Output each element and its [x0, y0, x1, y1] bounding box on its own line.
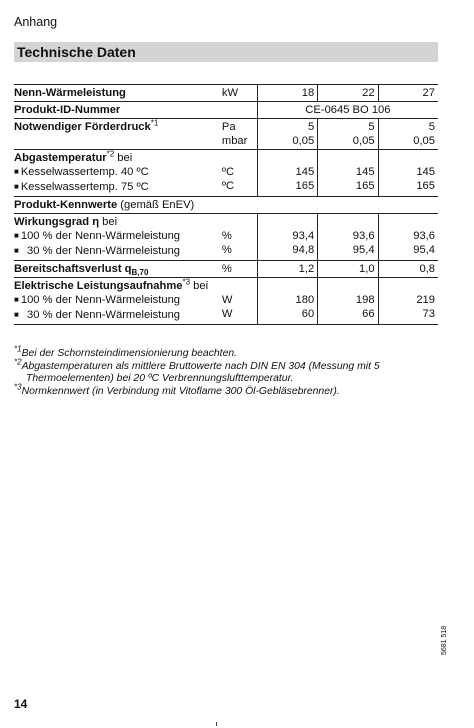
- table-row: [14, 85, 438, 102]
- row-label: [14, 261, 218, 278]
- bullet-icon: ■: [14, 295, 19, 304]
- value-cell: 1,2: [257, 261, 317, 278]
- footnote: [14, 382, 438, 399]
- footnotes: [14, 344, 438, 398]
- value: 165: [416, 180, 435, 192]
- value-cell: 27: [378, 85, 438, 102]
- bullet-icon: ■: [14, 310, 19, 319]
- value-pa: 5: [428, 121, 435, 133]
- label-text: Elektrische Leistungsaufnahme: [14, 280, 183, 292]
- table-row: [14, 214, 438, 261]
- sub-label: 100 % der Nenn-Wärmeleistung: [20, 294, 181, 306]
- specs-table: [14, 84, 438, 325]
- value: 219: [416, 294, 435, 306]
- value: 60: [301, 308, 315, 320]
- value-cell: [378, 150, 438, 197]
- value-cell: [318, 214, 378, 261]
- value: 165: [355, 180, 375, 192]
- bullet-icon: ■: [14, 182, 19, 191]
- value-cell: 0,8: [378, 261, 438, 278]
- footnote-mark: *2: [106, 149, 115, 159]
- unit: ºC: [221, 180, 235, 192]
- label-suffix: bei: [114, 152, 133, 164]
- unit-cell: kW: [218, 85, 257, 102]
- row-label: [14, 278, 218, 325]
- value-mbar: 0,05: [413, 135, 435, 147]
- unit: ºC: [221, 166, 235, 178]
- value-cell: 1,0: [318, 261, 378, 278]
- footnote-mark: *1: [150, 118, 159, 128]
- value: 145: [355, 166, 375, 178]
- value-cell: [257, 214, 317, 261]
- unit-cell: [218, 102, 257, 119]
- value: 94,8: [292, 244, 315, 256]
- footnote-mark: *3: [14, 382, 22, 392]
- value-mbar: 0,05: [292, 135, 315, 147]
- bullet-icon: ■: [14, 167, 19, 176]
- footnote-mark: *2: [14, 357, 22, 367]
- bullet-icon: ■: [14, 246, 19, 255]
- value-cell: [257, 278, 317, 325]
- label-text: Bereitschaftsverlust q: [14, 263, 132, 275]
- sub-label: 30 % der Nenn-Wärmeleistung: [20, 245, 181, 257]
- value: 145: [416, 166, 435, 178]
- footnote-text: Normkennwert (in Verbindung mit Vitoflame 300 Öl-Gebläsebrenner).: [21, 385, 340, 397]
- value: 145: [295, 166, 315, 178]
- unit: %: [221, 244, 232, 256]
- value-pa: 5: [307, 121, 315, 133]
- page-number: 14: [14, 697, 28, 711]
- value-mbar: 0,05: [352, 135, 375, 147]
- value-cell: [378, 278, 438, 325]
- row-label: [14, 119, 218, 150]
- value: 95,4: [413, 244, 435, 256]
- unit-cell: [218, 119, 257, 150]
- page-title: Technische Daten: [14, 42, 438, 62]
- value-cell: 18: [257, 85, 317, 102]
- table-row: [14, 197, 438, 214]
- footnote: [14, 344, 438, 361]
- footnote-mark: *3: [182, 277, 191, 287]
- unit: %: [221, 230, 232, 242]
- value: 93,4: [292, 230, 315, 242]
- table-row: [14, 278, 438, 325]
- footnote-mark: *1: [14, 344, 22, 354]
- label-text: Notwendiger Förderdruck: [14, 121, 151, 133]
- value-cell: CE-0645 BO 106: [257, 102, 438, 119]
- sub-label: Kesselwassertemp. 75 ºC: [20, 181, 149, 193]
- label-suffix: bei: [190, 280, 209, 292]
- row-label: [14, 214, 218, 261]
- row-label: Nenn-Wärmeleistung: [14, 85, 218, 102]
- table-row: [14, 102, 438, 119]
- value-cell: [318, 150, 378, 197]
- footnote: [14, 357, 438, 386]
- sub-label: Kesselwassertemp. 40 ºC: [20, 166, 149, 178]
- bullet-icon: ■: [14, 231, 19, 240]
- value-pa: 5: [368, 121, 375, 133]
- value: 165: [295, 180, 315, 192]
- table-row: [14, 150, 438, 197]
- label-text: Wirkungsgrad η: [14, 216, 100, 228]
- value-cell: [378, 119, 438, 150]
- row-label: Produkt-ID-Nummer: [14, 102, 218, 119]
- value-cell: [318, 119, 378, 150]
- value: 95,4: [352, 244, 375, 256]
- footnote-text: Abgastemperaturen als mittlere Bruttowerte nach DIN EN 304 (Messung mit 5 Thermoelementen) bei 20 ºC Verbrennungslufttemperatur.: [21, 360, 380, 385]
- value-cell: [257, 119, 317, 150]
- value: 180: [295, 294, 315, 306]
- value: 66: [362, 308, 375, 320]
- value-cell: [378, 214, 438, 261]
- table-row: [14, 119, 438, 150]
- unit-cell: %: [218, 261, 257, 278]
- value: 93,6: [352, 230, 375, 242]
- document-code: 5681 518: [441, 625, 448, 655]
- page-tick-mark: [216, 722, 217, 726]
- section-header: Anhang: [14, 15, 58, 29]
- value-cell: [257, 150, 317, 197]
- sub-label: 100 % der Nenn-Wärmeleistung: [20, 230, 181, 242]
- unit-pa: Pa: [221, 121, 236, 133]
- unit: W: [221, 294, 233, 306]
- table-row: [14, 261, 438, 278]
- row-label: [14, 197, 438, 214]
- unit-mbar: mbar: [221, 135, 248, 147]
- value: 73: [422, 308, 435, 320]
- label-text: Produkt-Kennwerte: [14, 199, 118, 211]
- value-cell: [318, 278, 378, 325]
- unit: W: [221, 308, 233, 320]
- footnote-text: Bei der Schornsteindimensionierung beachten.: [21, 348, 238, 359]
- unit-cell: [218, 214, 257, 261]
- value: 198: [355, 294, 375, 306]
- unit-cell: [218, 150, 257, 197]
- value: 93,6: [413, 230, 435, 242]
- row-label: [14, 150, 218, 197]
- label-suffix: (gemäß EnEV): [117, 199, 195, 211]
- label-text: Abgastemperatur: [14, 152, 107, 164]
- value-cell: 22: [318, 85, 378, 102]
- label-suffix: bei: [99, 216, 118, 228]
- sub-label: 30 % der Nenn-Wärmeleistung: [20, 309, 181, 321]
- subscript: B,70: [131, 268, 149, 278]
- unit-cell: [218, 278, 257, 325]
